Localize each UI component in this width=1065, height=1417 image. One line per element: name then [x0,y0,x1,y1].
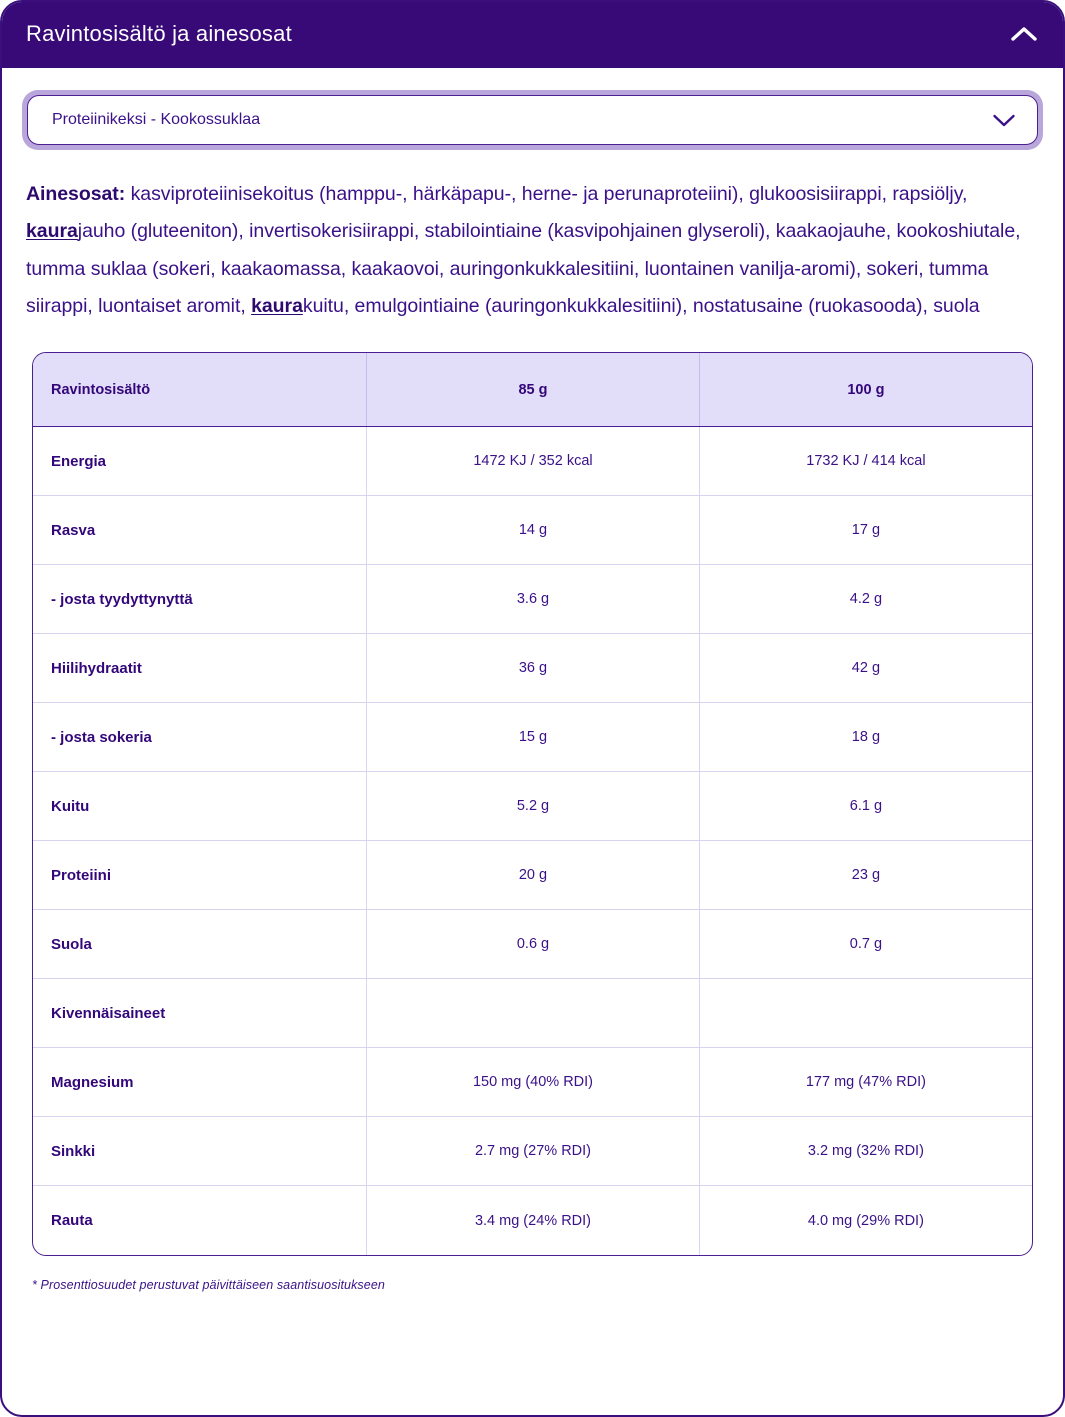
nutrient-value-85g: 1472 KJ / 352 kcal [367,427,700,496]
nutrient-value-100g: 0.7 g [699,910,1032,979]
rdi-footnote: * Prosenttiosuudet perustuvat päivittäiseen saantisuositukseen [32,1277,385,1292]
nutrition-table [33,353,1032,1255]
nutrient-name: Hiilihydraatit [33,634,367,703]
table-row [33,1186,1032,1255]
nutrient-name: Rasva [33,496,367,565]
nutrient-value-85g: 150 mg (40% RDI) [367,1048,700,1117]
nutrient-value-100g: 1732 KJ / 414 kcal [699,427,1032,496]
allergen-highlight: kaura [26,220,78,243]
ingredients-label: Ainesosat: [26,183,126,205]
nutrient-value-100g: 42 g [699,634,1032,703]
table-row [33,427,1032,496]
table-row [33,634,1032,703]
table-row [33,703,1032,772]
nutrient-name: Suola [33,910,367,979]
table-row [33,496,1032,565]
nutrient-value-100g: 6.1 g [699,772,1032,841]
nutrient-name: Kivennäisaineet [33,979,367,1048]
panel-header[interactable] [0,0,1065,68]
nutrient-value-100g: 177 mg (47% RDI) [699,1048,1032,1117]
nutrient-value-85g: 3.4 mg (24% RDI) [367,1186,700,1255]
nutrition-table-container [32,352,1033,1256]
nutrient-value-100g [699,979,1032,1048]
variant-select-focus-ring [22,90,1043,150]
nutrient-name: Kuitu [33,772,367,841]
nutrient-value-100g: 4.2 g [699,565,1032,634]
nutrient-value-85g: 0.6 g [367,910,700,979]
nutrient-name: Rauta [33,1186,367,1255]
panel-body [2,68,1063,1415]
nutrient-name: - josta sokeria [33,703,367,772]
table-row [33,1117,1032,1186]
table-row [33,565,1032,634]
table-body [33,427,1032,1255]
nutrient-value-85g [367,979,700,1048]
nutrient-value-100g: 4.0 mg (29% RDI) [807,1212,924,1229]
nutrient-name: Proteiini [33,841,367,910]
table-row [33,772,1032,841]
nutrient-name: Sinkki [33,1117,367,1186]
column-header-100g: 100 g [699,353,1032,427]
table-row [33,1048,1032,1117]
chevron-up-icon[interactable] [1007,17,1041,51]
table-row [33,979,1032,1048]
chevron-down-icon[interactable] [991,107,1017,133]
nutrient-value-85g: 2.7 mg (27% RDI) [367,1117,700,1186]
ingredients-segment: kuitu, emulgointiaine (auringonkukkalesitiini), nostatusaine (ruokasooda), suola [302,295,980,318]
nutrient-value-85g: 36 g [367,634,700,703]
nutrient-value-100g: 18 g [699,703,1032,772]
table-row [33,841,1032,910]
ingredients-text [26,176,1039,326]
nutrient-value-85g: 3.6 g [367,565,700,634]
variant-select[interactable] [27,95,1038,145]
nutrient-value-85g: 14 g [367,496,700,565]
ingredients-segment: jauho (gluteeniton), invertisokerisiirappi, stabilointiaine (kasvipohjainen glyseroli), kaakaojauhe, kookoshiutale, tumma suklaa (sokeri, kaakaomassa, kaakaovoi, auringonkukkalesitiini, luontainen vanilja-aromi), sokeri, tumma siirappi, luontaiset aromit, [26,220,1021,318]
nutrient-value-85g: 15 g [367,703,700,772]
column-header-nutrient: Ravintosisältö [33,353,367,427]
allergen-highlight: kaura [251,295,303,318]
nutrient-value-85g: 5.2 g [367,772,700,841]
nutrient-name: Magnesium [33,1048,367,1117]
table-header-row [33,353,1032,427]
nutrient-value-85g: 20 g [367,841,700,910]
column-header-85g: 85 g [367,353,700,427]
nutrient-name: Energia [33,427,367,496]
nutrient-name: - josta tyydyttynyttä [33,565,367,634]
variant-select-value: Proteiinikeksi - Kookossuklaa [52,111,261,128]
ingredients-segment: kasviproteiinisekoitus (hamppu-, härkäpapu-, herne- ja perunaproteiini), glukoosisiirappi, rapsiöljy, [125,183,968,205]
nutrient-value-100g: 23 g [699,841,1032,910]
table-row [33,910,1032,979]
page-title: Ravintosisältö ja ainesosat [26,21,292,46]
nutrient-value-100g: 17 g [699,496,1032,565]
nutrient-value-100g: 3.2 mg (32% RDI) [699,1117,1032,1186]
